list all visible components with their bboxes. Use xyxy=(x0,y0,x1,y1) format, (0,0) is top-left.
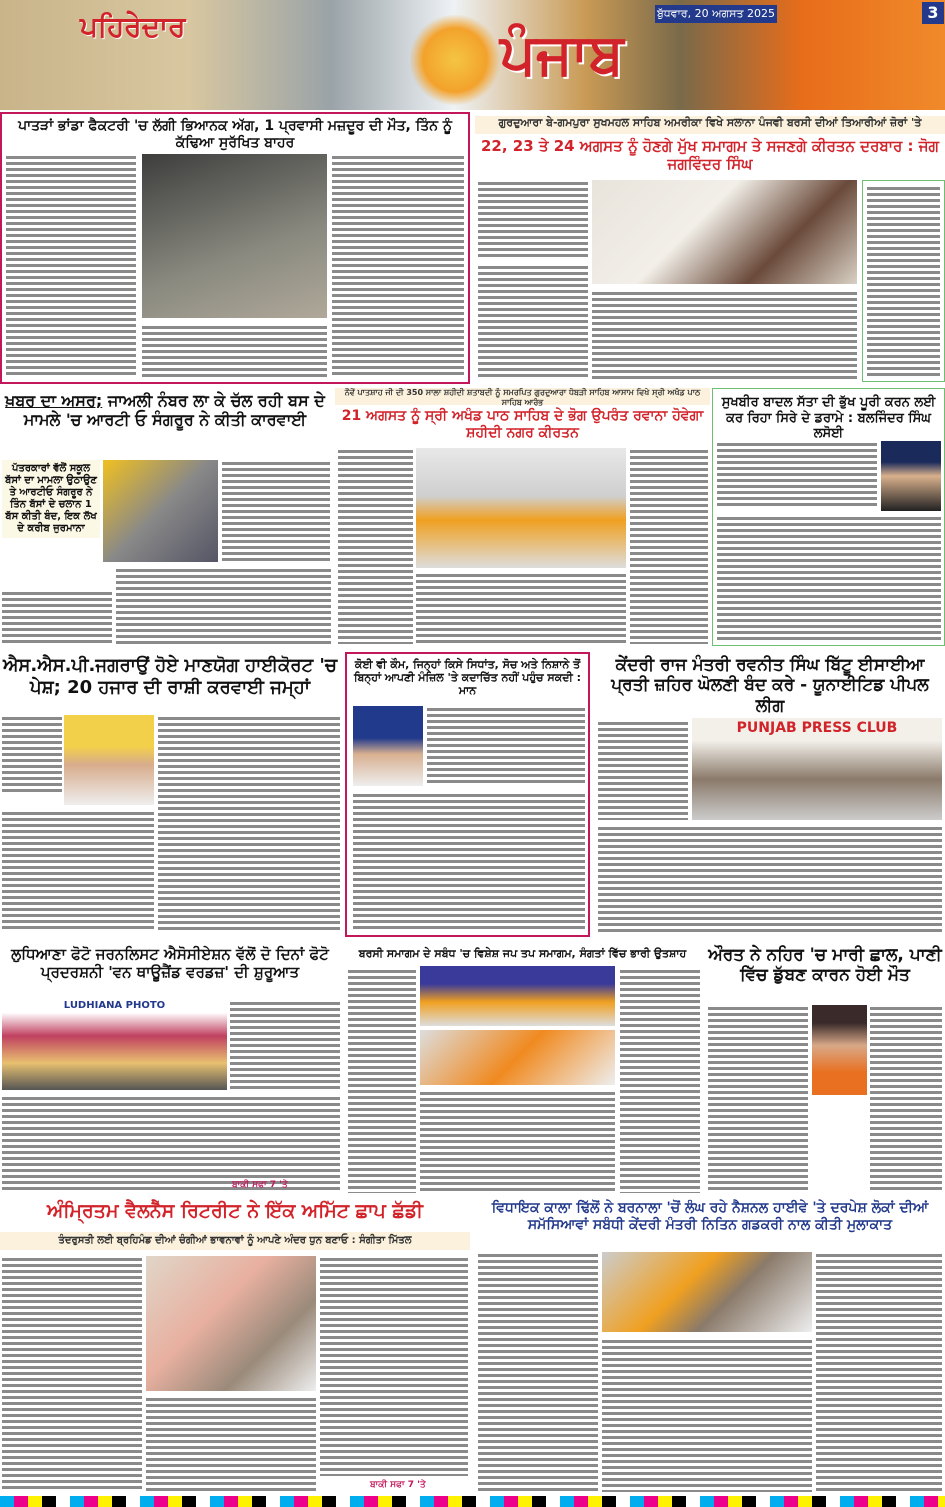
headline: ਐਸ.ਐਸ.ਪੀ.ਜਗਰਾਉਂ ਹੋਏ ਮਾਣਯੋਗ ਹਾਈਕੋਰਟ 'ਚ ਪੇਸ਼; 20 ਹਜਾਰ ਦੀ ਰਾਸ਼ੀ ਕਰਵਾਈ ਜਮ੍ਹਾਂ xyxy=(2,655,338,698)
body-text xyxy=(2,715,62,795)
photo-banner-text: PUNJAB PRESS CLUB xyxy=(736,720,898,736)
body-text xyxy=(2,1256,142,1492)
body-text xyxy=(478,1252,598,1492)
gurdwara-photo xyxy=(592,180,857,284)
subhead: ਤੰਦਰੁਸਤੀ ਲਈ ਬ੍ਰਹਿਮੰਡ ਦੀਆਂ ਚੰਗੀਆਂ ਭਾਵਨਾਵਾਂ ਨੂੰ ਆਪਣੇ ਅੰਦਰ ਧੁਨ ਬਣਾਓ : ਸੰਗੀਤਾ ਮਿੱਤਲ xyxy=(0,1232,470,1250)
body-text xyxy=(717,441,877,509)
body-text xyxy=(592,290,857,380)
headline: ਜਾਅਲੀ ਨੰਬਰ ਲਾ ਕੇ ਚੱਲ ਰਹੀ ਬਸ ਦੇ ਮਾਮਲੇ 'ਚ ਆਰਟੀ ਓ ਸੰਗਰੂਰ ਨੇ ਕੀਤੀ ਕਾਰਵਾਈ xyxy=(23,391,325,430)
headline: ਵਿਧਾਇਕ ਕਾਲਾ ਢਿੱਲੋਂ ਨੇ ਬਰਨਾਲਾ 'ਚੋਂ ਲੰਘ ਰਹੇ ਨੈਸ਼ਨਲ ਹਾਈਵੇ 'ਤੇ ਦਰਪੇਸ਼ ਲੋਕਾਂ ਦੀਆਂ ਸਮੱਸਿਆਵਾਂ ਸਬੰਧੀ ਕੇਂਦਰੀ ਮੰਤਰੀ ਨਿਤਿਨ ਗਡਕਰੀ ਨਾਲ ਕੀਤੀ ਮੁਲਾਕਾਤ xyxy=(491,1200,929,1233)
body-text xyxy=(6,154,136,378)
body-text xyxy=(353,792,585,932)
retreat-photo xyxy=(146,1256,316,1391)
story-sukhbir xyxy=(712,388,945,646)
headline: ਕੇਂਦਰੀ ਰਾਜ ਮੰਤਰੀ ਰਵਨੀਤ ਸਿੰਘ ਬਿੱਟੂ ਈਸਾਈਆ ਪ੍ਰਤੀ ਜ਼ਹਿਰ ਘੋਲਣੀ ਬੰਦ ਕਰੇ - ਯੂਨਾਈਟਿਡ ਪੀਪਲ ਲੀਗ xyxy=(611,655,929,716)
body-text xyxy=(620,968,700,1193)
headline: ਅੰਮ੍ਰਿਤਮ ਵੈਲਨੈੱਸ ਰਿਟਰੀਟ ਨੇ ਇੱਕ ਅਮਿੱਟ ਛਾਪ ਛੱਡੀ xyxy=(47,1200,423,1222)
photo-exhibition-photo xyxy=(2,1000,227,1090)
sidebar-box xyxy=(862,180,945,382)
body-text xyxy=(630,448,708,644)
headline: ਔਰਤ ਨੇ ਨਹਿਰ 'ਚ ਮਾਰੀ ਛਾਲ, ਪਾਣੀ ਵਿੱਚ ਡੁੱਬਣ ਕਾਰਨ ਹੋਈ ਮੌਤ xyxy=(708,945,942,986)
body-text xyxy=(348,968,416,1193)
samagam-stage-photo xyxy=(420,966,615,1026)
headline: ਲੁਧਿਆਣਾ ਫੋਟੋ ਜਰਨਲਿਸਟ ਐਸੋਸੀਏਸ਼ਨ ਵੱਲੋਂ ਦੋ ਦਿਨਾਂ ਫੋਟੋ ਪ੍ਰਦਰਸ਼ਨੀ 'ਵਨ ਥਾਊਜ਼ੈਂਡ ਵਰਡਜ਼' ਦੀ ਸ਼ੁਰੂਆਤ xyxy=(11,945,329,981)
story-mann xyxy=(345,652,590,937)
body-text xyxy=(870,1005,942,1193)
kicker: ਗੁਰਦੁਆਰਾ ਬੇ-ਗਮਪੁਰਾ ਸੁਖਮਹਲ ਸਾਹਿਬ ਅਮਰੀਕਾ ਵਿਖੇ ਸਲਾਨਾ ਪੰਜਵੀ ਬਰਸੀ ਦੀਆਂ ਤਿਆਰੀਆਂ ਜ਼ੋਰਾਂ 'ਤੇ xyxy=(498,116,922,129)
body-text xyxy=(2,590,112,644)
kicker: ਨੌਵੇਂ ਪਾਤਸ਼ਾਹ ਜੀ ਦੀ 350 ਸਾਲਾ ਸ਼ਹੀਦੀ ਸ਼ਤਾਬਦੀ ਨੂੰ ਸਮਰਪਿਤ ਗੁਰਦੁਆਰਾ ਧੋਬੜੀ ਸਾਹਿਬ ਆਸਾਮ ਵਿਖੇ ਸ੍ਰੀ ਅਖੰਡ ਪਾਠ ਸਾਹਿਬ ਆਰੰਭ xyxy=(344,388,701,407)
body-text xyxy=(158,715,340,930)
body-text xyxy=(142,324,327,378)
body-text xyxy=(320,1256,468,1476)
body-text xyxy=(478,180,588,260)
sidebar-note: ਪੱਤਰਕਾਰਾਂ ਵੱਲੋਂ ਸਕੂਲ ਬੱਸਾਂ ਦਾ ਮਾਮਲਾ ਉਠਾਉਣ ਤੇ ਆਰਟੀਓ ਸੰਗਰੂਰ ਨੇ ਤਿੰਨ ਬੱਸਾਂ ਦੇ ਚਲਾਨ 1 ਬੱਸ ਕੀਤੀ ਬੰਦ, ਇਕ ਲੱਖ ਦੇ ਕਰੀਬ ਜੁਰਮਾਨਾ xyxy=(2,460,100,538)
meeting-photo xyxy=(602,1252,812,1332)
body-text xyxy=(338,448,413,644)
continued-note: ਬਾਕੀ ਸਫਾ 7 'ਤੇ xyxy=(370,1480,426,1490)
gurdwara-hall-photo xyxy=(416,448,626,568)
body-text xyxy=(478,264,588,380)
portrait-photo xyxy=(881,441,941,511)
body-text xyxy=(420,1090,615,1193)
body-text xyxy=(146,1396,316,1492)
body-text xyxy=(416,572,626,644)
page-number: 3 xyxy=(922,2,944,24)
victim-photo xyxy=(812,1005,867,1095)
headline: ਬਰਸੀ ਸਮਾਗਮ ਦੇ ਸਬੰਧ 'ਚ ਵਿਸ਼ੇਸ਼ ਜਪ ਤਪ ਸਮਾਗਮ, ਸੰਗਤਾਂ ਵਿੱਚ ਭਾਰੀ ਉਤਸ਼ਾਹ xyxy=(358,947,687,960)
headline: ਪਾਤੜਾਂ ਭਾਂਡਾ ਫੈਕਟਰੀ 'ਚ ਲੱਗੀ ਭਿਆਨਕ ਅੱਗ, 1 ਪ੍ਰਵਾਸੀ ਮਜ਼ਦੂਰ ਦੀ ਮੌਤ, ਤਿੰਨ ਨੂੰ ਕੱਢਿਆ ਸੁਰੱਖਿਤ ਬਾਹਰ xyxy=(18,118,452,151)
section-title: ਪੰਜਾਬ xyxy=(500,22,624,87)
story-factory-fire xyxy=(0,112,470,384)
headline: 22, 23 ਤੇ 24 ਅਗਸਤ ਨੂੰ ਹੋਣਗੇ ਮੁੱਖ ਸਮਾਗਮ ਤੇ ਸਜਣਗੇ ਕੀਰਤਨ ਦਰਬਾਰ : ਜੋਗ ਜਗਵਿੰਦਰ ਸਿੰਘ xyxy=(481,137,939,173)
headline: 21 ਅਗਸਤ ਨੂੰ ਸ੍ਰੀ ਅਖੰਡ ਪਾਠ ਸਾਹਿਬ ਦੇ ਭੋਗ ਉਪਰੰਤ ਰਵਾਨਾ ਹੋਵੇਗਾ ਸ਼ਹੀਦੀ ਨਗਰ ਕੀਰਤਨ xyxy=(341,408,704,441)
kicker-bar xyxy=(335,388,710,405)
body-text xyxy=(222,460,330,562)
punjab-map-graphic xyxy=(410,15,500,105)
body-text xyxy=(332,154,464,378)
headline: ਸੁਖਬੀਰ ਬਾਦਲ ਸੱਤਾ ਦੀ ਭੁੱਖ ਪੂਰੀ ਕਰਨ ਲਈ ਕਰ ਰਿਹਾ ਸਿਰੇ ਦੇ ਡਰਾਮੇ : ਬਲਜਿੰਦਰ ਸਿੰਘ ਲਸੋਈ xyxy=(721,395,936,442)
body-text xyxy=(2,810,154,930)
label: ਖ਼ਬਰ ਦਾ ਅਸਰ; xyxy=(5,391,103,410)
body-text xyxy=(427,706,585,786)
body-text xyxy=(230,1000,340,1090)
body-text xyxy=(717,515,941,641)
fire-photo xyxy=(142,154,327,318)
date-box: ਬੁੱਧਵਾਰ, 20 ਅਗਸਤ 2025 xyxy=(655,5,777,23)
paper-logo: ਪਹਿਰੇਦਾਰ xyxy=(80,10,186,43)
body-text xyxy=(2,1095,340,1193)
story-rto-headline xyxy=(0,391,330,429)
body-text xyxy=(116,567,331,644)
kicker-bar xyxy=(475,116,945,134)
body-text xyxy=(708,1005,808,1193)
sangat-photo xyxy=(420,1030,615,1085)
portrait-photo xyxy=(64,715,154,805)
photo-banner-text: LUDHIANA PHOTO xyxy=(63,1000,166,1011)
continued-note: ਬਾਕੀ ਸਫਾ 7 'ਤੇ xyxy=(232,1180,288,1190)
headline: ਕੋਈ ਵੀ ਕੌਮ, ਜਿਨ੍ਹਾਂ ਕਿਸੇ ਸਿਧਾਂਤ, ਸੋਚ ਅਤੇ ਨਿਸ਼ਾਨੇ ਤੋਂ ਬਿਨ੍ਹਾਂ ਆਪਣੀ ਮੰਜ਼ਿਲ 'ਤੇ ਕਦਾਚਿੱਤ ਨਹੀਂ ਪਹੁੰਚ ਸਕਦੀ : ਮਾਨ xyxy=(353,658,582,698)
bus-photo xyxy=(103,460,218,562)
body-text xyxy=(598,720,688,820)
press-club-photo xyxy=(692,718,942,820)
body-text xyxy=(598,825,942,935)
body-text xyxy=(602,1338,812,1492)
body-text xyxy=(816,1252,942,1492)
color-registration-bar xyxy=(0,1496,945,1507)
portrait-photo xyxy=(353,706,423,786)
